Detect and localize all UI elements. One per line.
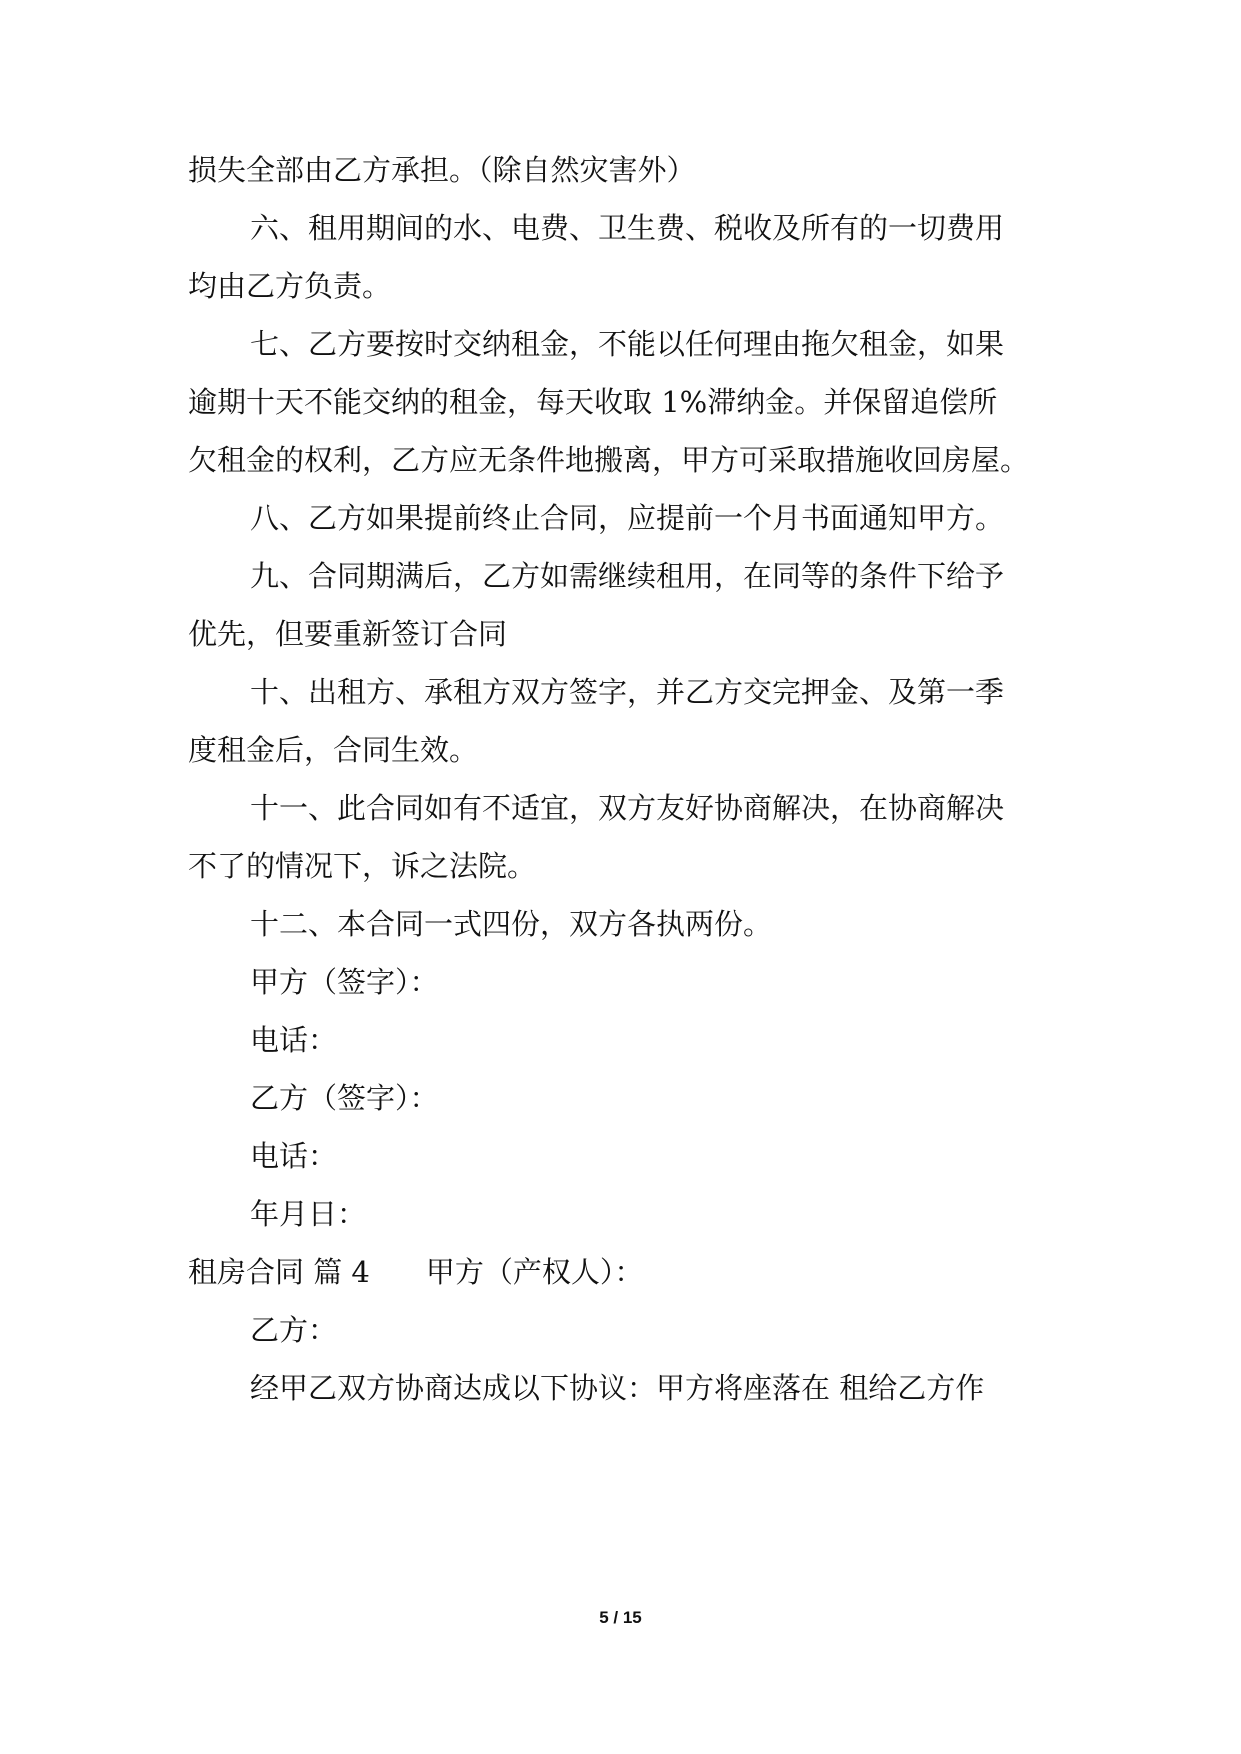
text-line: 度租金后，合同生效。 (188, 733, 479, 767)
text-line: 逾期十天不能交纳的租金，每天收取 1%滞纳金。并保留追偿所 (188, 385, 998, 419)
text-line: 七、乙方要按时交纳租金，不能以任何理由拖欠租金，如果 (250, 327, 1005, 361)
phone-label: 电话： (250, 1139, 338, 1173)
text-line: 十、出租方、承租方双方签字，并乙方交完押金、及第一季 (250, 675, 1005, 709)
section-heading-row (188, 1252, 643, 1292)
text-line: 优先，但要重新签订合同 (188, 617, 508, 651)
date-label: 年月日： (250, 1197, 367, 1231)
text-line: 均由乙方负责。 (188, 269, 392, 303)
text-line: 乙方： (250, 1313, 338, 1347)
signature-party-a-label: 甲方（签字）： (250, 965, 439, 999)
text-line: 六、租用期间的水、电费、卫生费、税收及所有的一切费用 (250, 211, 1005, 245)
phone-label: 电话： (250, 1023, 338, 1057)
page-number: 5 / 15 (599, 1608, 642, 1627)
section-party-a: 甲方（产权人）： (425, 1255, 644, 1289)
text-line: 八、乙方如果提前终止合同，应提前一个月书面通知甲方。 (250, 501, 1005, 535)
text-line: 欠租金的权利，乙方应无条件地搬离，甲方可采取措施收回房屋。 (188, 443, 1030, 477)
text-line: 不了的情况下，诉之法院。 (188, 849, 537, 883)
signature-party-b-label: 乙方（签字）： (250, 1081, 439, 1115)
section-heading: 租房合同 篇 4 (188, 1255, 370, 1289)
text-line: 损失全部由乙方承担。（除自然灾害外） (188, 153, 696, 187)
text-line: 九、合同期满后，乙方如需继续租用，在同等的条件下给予 (250, 559, 1005, 593)
text-line: 经甲乙双方协商达成以下协议：甲方将座落在 租给乙方作 (250, 1371, 985, 1405)
text-line: 十二、本合同一式四份，双方各执两份。 (250, 907, 773, 941)
text-line: 十一、此合同如有不适宜，双方友好协商解决，在协商解决 (250, 791, 1005, 825)
